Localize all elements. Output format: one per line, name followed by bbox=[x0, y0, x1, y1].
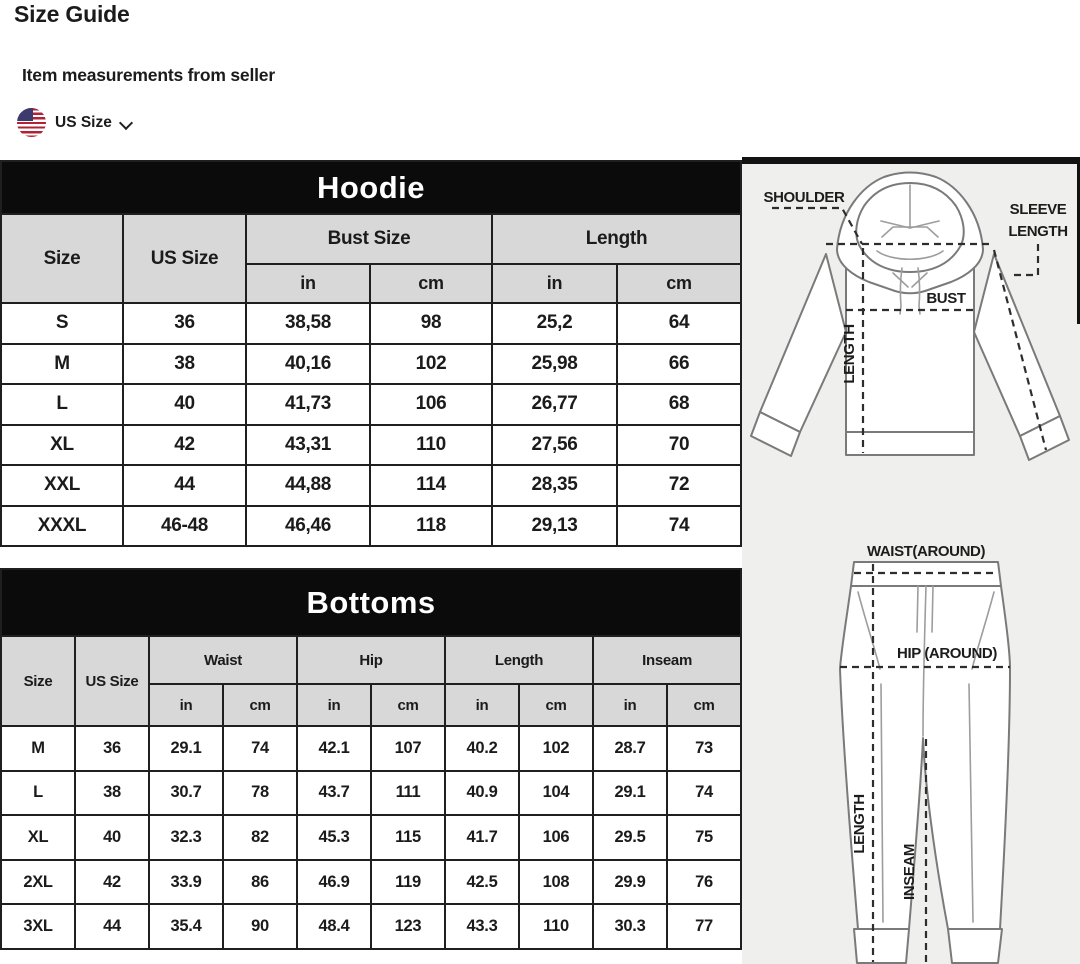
cell: 72 bbox=[617, 465, 741, 506]
cell: 42 bbox=[75, 860, 149, 905]
hoodie-col-length: Length bbox=[492, 214, 741, 264]
unit-in: in bbox=[246, 264, 370, 303]
bottoms-col-size: Size bbox=[1, 636, 75, 726]
unit-in: in bbox=[492, 264, 617, 303]
cell: 107 bbox=[371, 726, 445, 771]
cell: XXXL bbox=[1, 506, 123, 547]
cell: 123 bbox=[371, 904, 445, 949]
hoodie-col-bust: Bust Size bbox=[246, 214, 492, 264]
hoodie-size-table bbox=[0, 160, 742, 547]
cell: 98 bbox=[370, 303, 492, 344]
hoodie-table-title: Hoodie bbox=[1, 161, 741, 214]
cell: 106 bbox=[370, 384, 492, 425]
cell: 70 bbox=[617, 425, 741, 466]
table-row bbox=[1, 815, 741, 860]
cell: 74 bbox=[667, 771, 741, 816]
chevron-down-icon bbox=[121, 115, 132, 126]
cell: 29.9 bbox=[593, 860, 667, 905]
cell: 29,13 bbox=[492, 506, 617, 547]
unit-cm: cm bbox=[371, 684, 445, 726]
table-row bbox=[1, 303, 741, 344]
cell: 44,88 bbox=[246, 465, 370, 506]
table-row bbox=[1, 344, 741, 385]
unit-in: in bbox=[149, 684, 223, 726]
cell: 90 bbox=[223, 904, 297, 949]
table-row bbox=[1, 904, 741, 949]
cell: 30.7 bbox=[149, 771, 223, 816]
cell: 104 bbox=[519, 771, 593, 816]
cell: 29.1 bbox=[149, 726, 223, 771]
sleeve-length-label: LENGTH bbox=[1008, 223, 1068, 240]
cell: 29.1 bbox=[593, 771, 667, 816]
cell: M bbox=[1, 726, 75, 771]
cell: 40 bbox=[75, 815, 149, 860]
cell: 38 bbox=[123, 344, 246, 385]
cell: 66 bbox=[617, 344, 741, 385]
unit-in: in bbox=[445, 684, 519, 726]
pants-length-label: LENGTH bbox=[851, 794, 868, 854]
cell: L bbox=[1, 384, 123, 425]
bottoms-table-title: Bottoms bbox=[1, 569, 741, 636]
inseam-label: INSEAM bbox=[901, 844, 918, 900]
cell: 115 bbox=[371, 815, 445, 860]
bust-label: BUST bbox=[926, 290, 966, 307]
cell: 2XL bbox=[1, 860, 75, 905]
cell: 46,46 bbox=[246, 506, 370, 547]
cell: 44 bbox=[75, 904, 149, 949]
cell: 28.7 bbox=[593, 726, 667, 771]
table-row bbox=[1, 425, 741, 466]
hoodie-col-us-size: US Size bbox=[123, 214, 246, 303]
cell: L bbox=[1, 771, 75, 816]
cell: 35.4 bbox=[149, 904, 223, 949]
cell: 43.3 bbox=[445, 904, 519, 949]
unit-cm: cm bbox=[223, 684, 297, 726]
cell: 25,98 bbox=[492, 344, 617, 385]
cell: 46-48 bbox=[123, 506, 246, 547]
cell: 68 bbox=[617, 384, 741, 425]
cell: 27,56 bbox=[492, 425, 617, 466]
hip-around-label: HIP (AROUND) bbox=[897, 645, 997, 662]
table-row bbox=[1, 726, 741, 771]
cell: 30.3 bbox=[593, 904, 667, 949]
bottoms-col-length: Length bbox=[445, 636, 593, 684]
cell: 25,2 bbox=[492, 303, 617, 344]
cell: 38,58 bbox=[246, 303, 370, 344]
shoulder-label: SHOULDER bbox=[763, 189, 845, 206]
cell: 43.7 bbox=[297, 771, 371, 816]
cell: 40,16 bbox=[246, 344, 370, 385]
table-row bbox=[1, 771, 741, 816]
table-row bbox=[1, 506, 741, 547]
unit-cm: cm bbox=[617, 264, 741, 303]
unit-in: in bbox=[297, 684, 371, 726]
cell: 43,31 bbox=[246, 425, 370, 466]
unit-cm: cm bbox=[370, 264, 492, 303]
unit-cm: cm bbox=[667, 684, 741, 726]
cell: 118 bbox=[370, 506, 492, 547]
hoodie-col-size: Size bbox=[1, 214, 123, 303]
cell: 46.9 bbox=[297, 860, 371, 905]
cell: 110 bbox=[519, 904, 593, 949]
cell: 64 bbox=[617, 303, 741, 344]
cell: 119 bbox=[371, 860, 445, 905]
cell: XL bbox=[1, 425, 123, 466]
us-size-label: US Size bbox=[55, 113, 112, 131]
measurements-subtitle: Item measurements from seller bbox=[22, 65, 275, 85]
cell: 42.5 bbox=[445, 860, 519, 905]
cell: 32.3 bbox=[149, 815, 223, 860]
cell: 106 bbox=[519, 815, 593, 860]
cell: 26,77 bbox=[492, 384, 617, 425]
cell: 86 bbox=[223, 860, 297, 905]
cell: 41.7 bbox=[445, 815, 519, 860]
cell: 40.2 bbox=[445, 726, 519, 771]
cell: 42.1 bbox=[297, 726, 371, 771]
cell: 110 bbox=[370, 425, 492, 466]
garment-measurement-diagram bbox=[742, 164, 1080, 964]
waist-around-label: WAIST(AROUND) bbox=[866, 543, 986, 560]
cell: 40 bbox=[123, 384, 246, 425]
cell: 33.9 bbox=[149, 860, 223, 905]
cell: 45.3 bbox=[297, 815, 371, 860]
cell: 29.5 bbox=[593, 815, 667, 860]
cell: XL bbox=[1, 815, 75, 860]
cell: 74 bbox=[617, 506, 741, 547]
cell: 42 bbox=[123, 425, 246, 466]
bottoms-size-table bbox=[0, 568, 742, 950]
cell: 40.9 bbox=[445, 771, 519, 816]
cell: 114 bbox=[370, 465, 492, 506]
cell: 82 bbox=[223, 815, 297, 860]
cell: 74 bbox=[223, 726, 297, 771]
unit-cm: cm bbox=[519, 684, 593, 726]
cell: 78 bbox=[223, 771, 297, 816]
pants-diagram bbox=[840, 543, 1010, 963]
sleeve-length-label: SLEEVE bbox=[1009, 201, 1067, 218]
cell: M bbox=[1, 344, 123, 385]
bottoms-col-hip: Hip bbox=[297, 636, 445, 684]
table-row bbox=[1, 465, 741, 506]
cell: 76 bbox=[667, 860, 741, 905]
cell: 44 bbox=[123, 465, 246, 506]
us-size-dropdown[interactable] bbox=[17, 108, 132, 137]
us-flag-icon bbox=[17, 108, 46, 137]
cell: 36 bbox=[75, 726, 149, 771]
cell: 38 bbox=[75, 771, 149, 816]
cell: 28,35 bbox=[492, 465, 617, 506]
cell: 111 bbox=[371, 771, 445, 816]
cell: 73 bbox=[667, 726, 741, 771]
cell: 102 bbox=[519, 726, 593, 771]
cell: 108 bbox=[519, 860, 593, 905]
cell: XXL bbox=[1, 465, 123, 506]
cell: 75 bbox=[667, 815, 741, 860]
cell: 3XL bbox=[1, 904, 75, 949]
cell: S bbox=[1, 303, 123, 344]
cell: 102 bbox=[370, 344, 492, 385]
page-title: Size Guide bbox=[14, 1, 130, 27]
bottoms-col-us-size: US Size bbox=[75, 636, 149, 726]
cell: 77 bbox=[667, 904, 741, 949]
cell: 36 bbox=[123, 303, 246, 344]
unit-in: in bbox=[593, 684, 667, 726]
cell: 48.4 bbox=[297, 904, 371, 949]
measurement-diagram-panel bbox=[742, 157, 1080, 964]
hoodie-length-label: LENGTH bbox=[841, 324, 858, 384]
bottoms-col-inseam: Inseam bbox=[593, 636, 741, 684]
table-row bbox=[1, 384, 741, 425]
table-row bbox=[1, 860, 741, 905]
cell: 41,73 bbox=[246, 384, 370, 425]
hoodie-diagram bbox=[751, 173, 1069, 461]
bottoms-col-waist: Waist bbox=[149, 636, 297, 684]
